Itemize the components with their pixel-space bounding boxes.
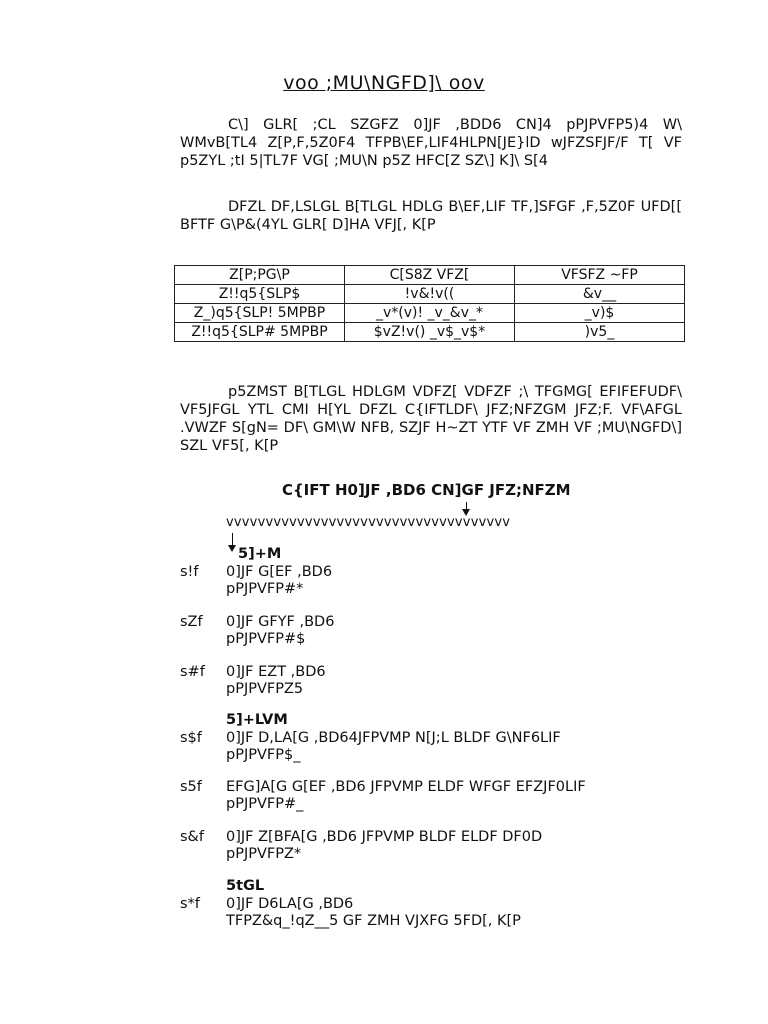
item-number: s5f (180, 779, 202, 795)
item-number: s$f (180, 730, 202, 746)
item-name: 0]JF D,LA[G ,BD64JFPVMP N[J;L BLDF G\NF6LIF (226, 730, 561, 746)
item-note: TFPZ&q_!qZ__5 GF ZMH VJXFG 5FD[, K[P (226, 913, 521, 929)
down-arrow-icon (232, 533, 233, 550)
table-row (175, 304, 685, 323)
table-row (175, 285, 685, 304)
item-name: 0]JF D6LA[G ,BD6 (226, 896, 354, 912)
item-age: pPJPVFP#$ (226, 631, 306, 647)
table-header-cell: C[S8Z VFZ[ (345, 266, 515, 285)
table-header-cell: Z[P;PG\P (175, 266, 345, 285)
table-cell: &v__ (515, 285, 685, 304)
item-age: pPJPVFP#* (226, 581, 304, 597)
table-cell: _v)$ (515, 304, 685, 323)
item-number: s*f (180, 896, 200, 912)
item-number: sZf (180, 614, 203, 630)
item-number: s&f (180, 829, 204, 845)
item-number: s#f (180, 664, 205, 680)
table-cell: _v*(v)! _v_&v_* (345, 304, 515, 323)
section-heading-wife: 5tGL (226, 878, 265, 894)
table-cell: Z!!q5{SLP$ (175, 285, 345, 304)
item-name: 0]JF GFYF ,BD6 (226, 614, 335, 630)
paragraph-intro: C\] GLR[ ;CL SZGFZ 0]JF ,BDD6 CN]4 pPJPVFP5)4 W\ WMvB[TL4 Z[P,F,5Z0F4 TFPB\EF,LIF4HLPN[JE}lD wJFZSFJF/F T[ VF p5ZYL ;tI 5|TL7F VG[ ;MU\N p5Z HFC[Z SZ\] K]\ S[4 (180, 117, 682, 169)
item-age: pPJPVFPZ* (226, 846, 302, 862)
paragraph-land: DFZL DF,LSLGL B[TLGL HDLG B\EF,LIF TF,]SFGF ,F,5Z0F UFD[[ BFTF G\P&(4YL GLR[ D]HA VFJ[, K[P (180, 199, 682, 233)
item-name: 0]JF EZT ,BD6 (226, 664, 326, 680)
paragraph-heirs: p5ZMST B[TLGL HDLGM VDFZ[ VDFZF ;\ TFGMG[ EFIFEFUDF\ VF5JFGL YTL CMI H[YL DFZL C{IFTLDF\ JFZ;NFZGM JFZ;F. VF\AFGL .VWZF S[gN= DF\ GM\W NFB, SZJF H~ZT YTF VF ZMH VF ;MU\NGFD\] SZL VF5[, K[P (180, 384, 682, 454)
table-row (175, 323, 685, 342)
item-name: 0]JF Z[BFA[G ,BD6 JFPVMP BLDF ELDF DF0D (226, 829, 543, 845)
table-header-row (175, 266, 685, 285)
table-cell: Z_)q5{SLP! 5MPBP (175, 304, 345, 323)
item-age: pPJPVFPZ5 (226, 681, 304, 697)
item-name: EFG]A[G G[EF ,BD6 JFPVMP ELDF WFGF EFZJF0LIF (226, 779, 586, 795)
table-cell: Z!!q5{SLP# 5MPBP (175, 323, 345, 342)
item-number: s!f (180, 564, 199, 580)
table-header-cell: VFSFZ ~FP (515, 266, 685, 285)
item-age: pPJPVFP#_ (226, 796, 304, 812)
section-heading-sons: 5]+M (238, 546, 282, 562)
down-arrow-icon (466, 502, 467, 514)
item-age: pPJPVFP$_ (226, 747, 301, 763)
heirs-heading: C{IFT H0]JF ,BD6 CN]GF JFZ;NFZM (282, 481, 571, 499)
family-branch-line: vvvvvvvvvvvvvvvvvvvvvvvvvvvvvvvvvvvv (226, 515, 511, 530)
land-table (174, 265, 685, 342)
section-heading-daughters: 5]+LVM (226, 712, 288, 728)
table-cell: $vZ!v() _v$_v$* (345, 323, 515, 342)
table-cell: !v&!v(( (345, 285, 515, 304)
document-title: voo ;MU\NGFD]\ oov (283, 72, 485, 94)
table-cell: )v5_ (515, 323, 685, 342)
item-name: 0]JF G[EF ,BD6 (226, 564, 333, 580)
